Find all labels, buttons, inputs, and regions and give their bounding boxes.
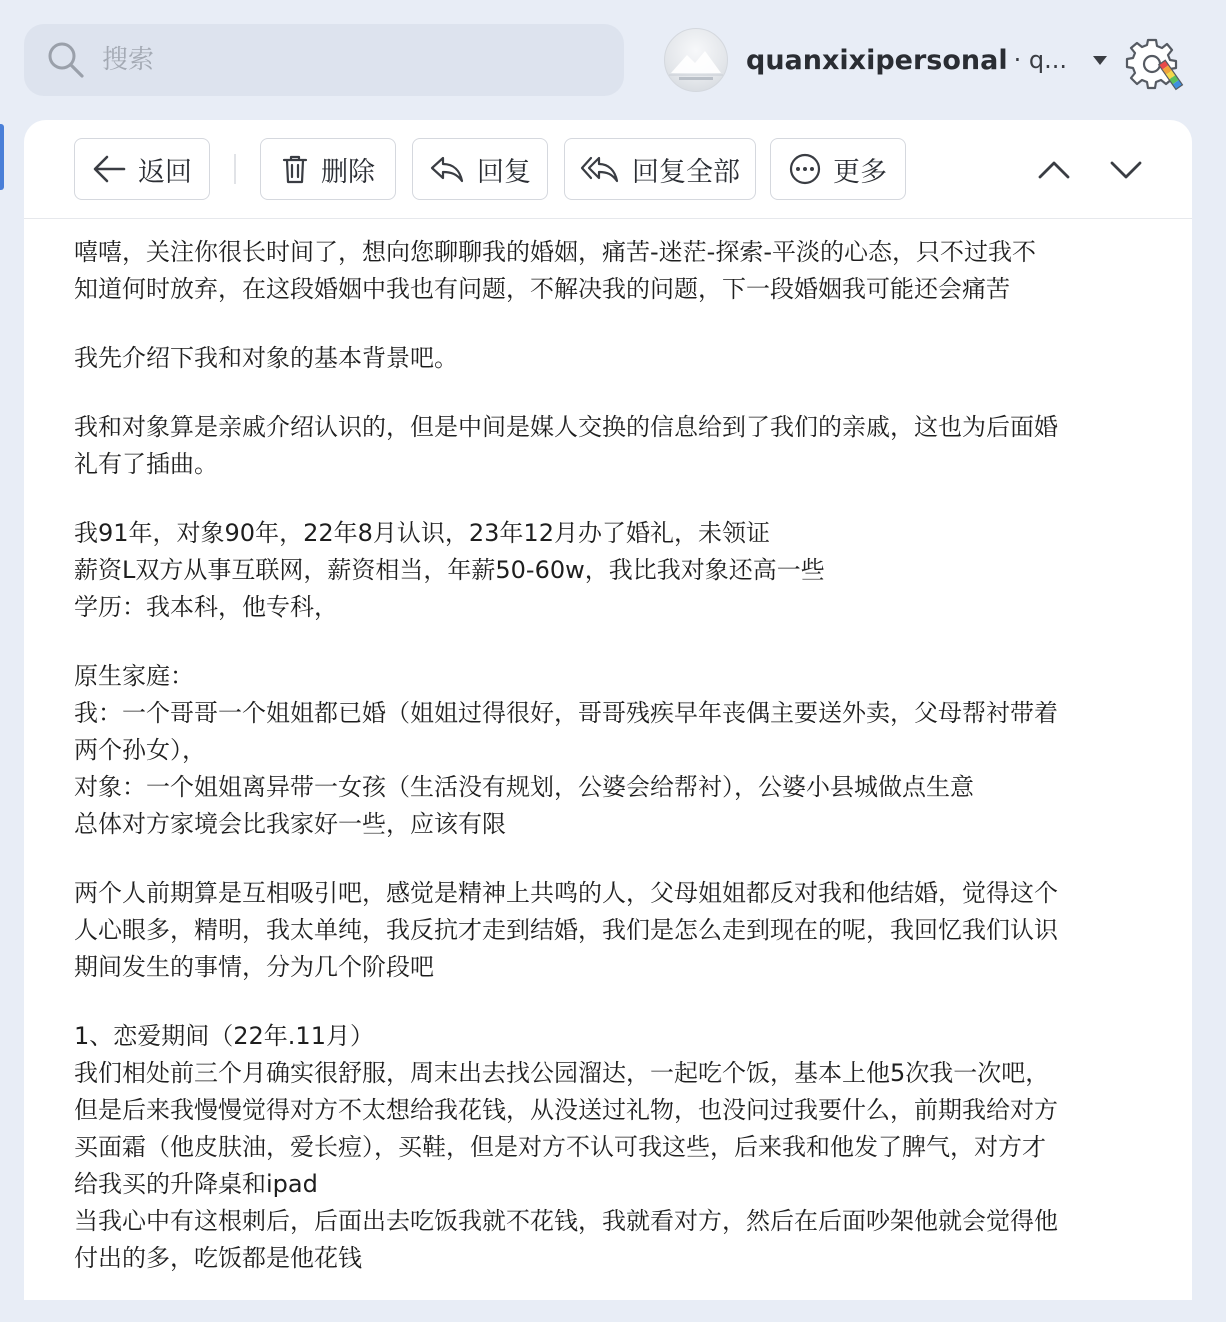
- email-body-line: 我们相处前三个月确实很舒服，周末出去找公园溜达，一起吃个饭，基本上他5次我一次吧，: [74, 1059, 1050, 1087]
- chevron-down-icon[interactable]: [1106, 150, 1146, 190]
- account-suffix: · q...: [1013, 46, 1067, 74]
- paragraph-gap: [74, 377, 1154, 409]
- settings-button[interactable]: [1124, 34, 1188, 92]
- email-body: [74, 234, 1154, 1277]
- message-pane: [24, 120, 1192, 1300]
- reply-all-button[interactable]: [564, 138, 756, 200]
- more-label: 更多: [833, 156, 887, 188]
- toolbar-divider: [234, 154, 236, 184]
- email-body-line: 当我心中有这根刺后，后面出去吃饭我就不花钱，我就看对方，然后在后面吵架他就会觉得他: [74, 1207, 1058, 1235]
- reply-icon: [429, 154, 465, 184]
- selection-indicator: [0, 124, 4, 190]
- email-body-line: 付出的多，吃饭都是他花钱: [74, 1244, 362, 1272]
- email-body-line: 给我买的升降桌和ipad: [74, 1170, 318, 1198]
- arrow-left-icon: [92, 154, 126, 184]
- gear-palette-icon: [1124, 34, 1188, 92]
- more-icon: [789, 153, 821, 185]
- reply-all-icon: [580, 154, 620, 184]
- email-body-line: 礼有了插曲。: [74, 450, 218, 478]
- email-body-line: 我：一个哥哥一个姐姐都已婚（姐姐过得很好，哥哥残疾早年丧偶主要送外卖，父母帮衬带着: [74, 699, 1058, 727]
- message-toolbar: [24, 120, 1192, 219]
- email-body-line: 但是后来我慢慢觉得对方不太想给我花钱，从没送过礼物，也没问过我要什么，前期我给对方: [74, 1096, 1058, 1124]
- reply-label: 回复: [477, 156, 531, 188]
- search-input[interactable]: [100, 44, 584, 76]
- paragraph-gap: [74, 843, 1154, 875]
- paragraph-gap: [74, 308, 1154, 340]
- email-body-line: 我先介绍下我和对象的基本背景吧。: [74, 344, 458, 372]
- search-box[interactable]: [24, 24, 624, 96]
- email-body-line: 人心眼多，精明，我太单纯，我反抗才走到结婚，我们是怎么走到现在的呢，我回忆我们认识: [74, 916, 1058, 944]
- email-body-line: 买面霜（他皮肤油，爱长痘），买鞋，但是对方不认可我这些，后来我和他发了脾气，对方才: [74, 1133, 1046, 1161]
- email-body-line: 我和对象算是亲戚介绍认识的，但是中间是媒人交换的信息给到了我们的亲戚，这也为后面婚: [74, 413, 1058, 441]
- email-body-line: 薪资L双方从事互联网，薪资相当，年薪50-60w，我比我对象还高一些: [74, 556, 825, 584]
- delete-button[interactable]: [260, 138, 396, 200]
- back-label: 返回: [138, 156, 192, 188]
- trash-icon: [281, 154, 309, 184]
- reply-button[interactable]: [412, 138, 548, 200]
- email-body-line: 两个孙女），: [74, 736, 206, 764]
- back-button[interactable]: [74, 138, 210, 200]
- account-name: quanxixipersonal: [746, 44, 1008, 76]
- email-body-line: 总体对方家境会比我家好一些，应该有限: [74, 810, 506, 838]
- email-body-line: 知道何时放弃，在这段婚姻中我也有问题，不解决我的问题，下一段婚姻我可能还会痛苦: [74, 275, 1010, 303]
- email-body-line: 嘻嘻，关注你很长时间了，想向您聊聊我的婚姻，痛苦-迷茫-探索-平淡的心态，只不过我不: [74, 238, 1036, 266]
- paragraph-gap: [74, 626, 1154, 658]
- account-switcher[interactable]: [664, 28, 1107, 92]
- email-body-line: 期间发生的事情，分为几个阶段吧: [74, 953, 434, 981]
- email-body-line: 两个人前期算是互相吸引吧，感觉是精神上共鸣的人，父母姐姐都反对我和他结婚，觉得这个: [74, 879, 1058, 907]
- search-icon: [46, 40, 86, 80]
- email-body-line: 原生家庭：: [74, 662, 194, 690]
- dropdown-arrow-icon: [1093, 56, 1107, 65]
- reply-all-label: 回复全部: [632, 156, 740, 188]
- more-button[interactable]: [770, 138, 906, 200]
- email-body-line: 1、恋爱期间（22年.11月）: [74, 1022, 374, 1050]
- top-bar: [0, 0, 1226, 118]
- paragraph-gap: [74, 483, 1154, 515]
- paragraph-gap: [74, 986, 1154, 1018]
- chevron-up-icon[interactable]: [1034, 150, 1074, 190]
- delete-label: 删除: [321, 156, 375, 188]
- email-body-line: 我91年，对象90年，22年8月认识，23年12月办了婚礼，未领证: [74, 519, 770, 547]
- email-body-line: 对象：一个姐姐离异带一女孩（生活没有规划，公婆会给帮衬），公婆小县城做点生意: [74, 773, 974, 801]
- mountain-avatar-icon: [664, 28, 728, 92]
- email-body-line: 学历：我本科，他专科，: [74, 593, 338, 621]
